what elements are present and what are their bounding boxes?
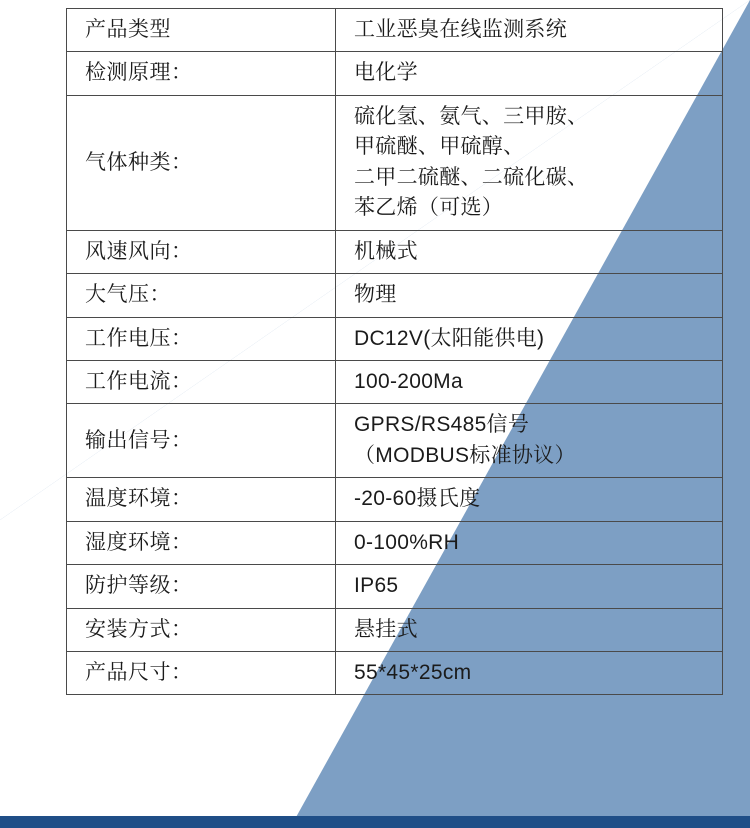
spec-label: 安装方式： — [67, 608, 336, 651]
spec-value — [336, 95, 723, 230]
spec-value — [336, 230, 723, 273]
spec-value — [336, 274, 723, 317]
spec-label: 输出信号： — [67, 404, 336, 478]
spec-value-line: 工业恶臭在线监测系统 — [354, 18, 567, 41]
spec-table-body — [67, 9, 723, 695]
table-row — [67, 317, 723, 360]
spec-table-container — [66, 8, 684, 695]
spec-value-line: 硫化氢、氨气、三甲胺、 — [354, 104, 589, 128]
spec-value-line: 电化学 — [354, 61, 418, 85]
table-row — [67, 230, 723, 273]
spec-value-line: 0-100%RH — [354, 530, 460, 554]
table-row — [67, 478, 723, 521]
spec-value — [336, 9, 723, 52]
spec-value-line: 二甲二硫醚、二硫化碳、 — [354, 165, 589, 189]
spec-value — [336, 317, 723, 360]
spec-label: 风速风向： — [67, 230, 336, 273]
table-row — [67, 521, 723, 564]
product-spec-table — [66, 8, 723, 695]
spec-value-line: 物理 — [354, 283, 397, 307]
spec-label: 大气压： — [67, 274, 336, 317]
spec-value — [336, 608, 723, 651]
spec-value — [336, 404, 723, 478]
spec-label: 防护等级： — [67, 565, 336, 608]
table-row — [67, 565, 723, 608]
spec-label: 工作电流： — [67, 360, 336, 403]
spec-value-line: GPRS/RS485信号 — [354, 413, 530, 437]
table-row — [67, 274, 723, 317]
table-row — [67, 652, 723, 695]
table-row — [67, 95, 723, 230]
spec-value — [336, 52, 723, 95]
spec-label: 湿度环境： — [67, 521, 336, 564]
spec-value — [336, 652, 723, 695]
spec-value — [336, 521, 723, 564]
spec-value — [336, 360, 723, 403]
spec-label: 工作电压： — [67, 317, 336, 360]
spec-value-line: 苯乙烯（可选） — [354, 196, 504, 220]
table-row — [67, 52, 723, 95]
table-row — [67, 608, 723, 651]
spec-value-line: -20-60摄氏度 — [354, 487, 481, 511]
spec-value-line: （MODBUS标准协议） — [354, 443, 576, 467]
spec-value-line: IP65 — [354, 574, 399, 598]
bottom-accent-bar — [0, 816, 750, 828]
spec-value-line: 甲硫醚、甲硫醇、 — [354, 135, 525, 159]
spec-label: 产品尺寸： — [67, 652, 336, 695]
table-row — [67, 9, 723, 52]
table-row — [67, 404, 723, 478]
spec-label: 检测原理： — [67, 52, 336, 95]
spec-value-line: 悬挂式 — [354, 617, 418, 641]
spec-value-line: DC12V(太阳能供电) — [354, 326, 545, 350]
spec-label: 气体种类： — [67, 95, 336, 230]
spec-label: 产品类型 — [67, 9, 336, 52]
spec-value — [336, 565, 723, 608]
spec-value — [336, 478, 723, 521]
spec-value-line: 100-200Ma — [354, 369, 463, 393]
spec-value-line: 55*45*25cm — [354, 661, 472, 684]
spec-label: 温度环境： — [67, 478, 336, 521]
table-row — [67, 360, 723, 403]
spec-value-line: 机械式 — [354, 239, 418, 263]
